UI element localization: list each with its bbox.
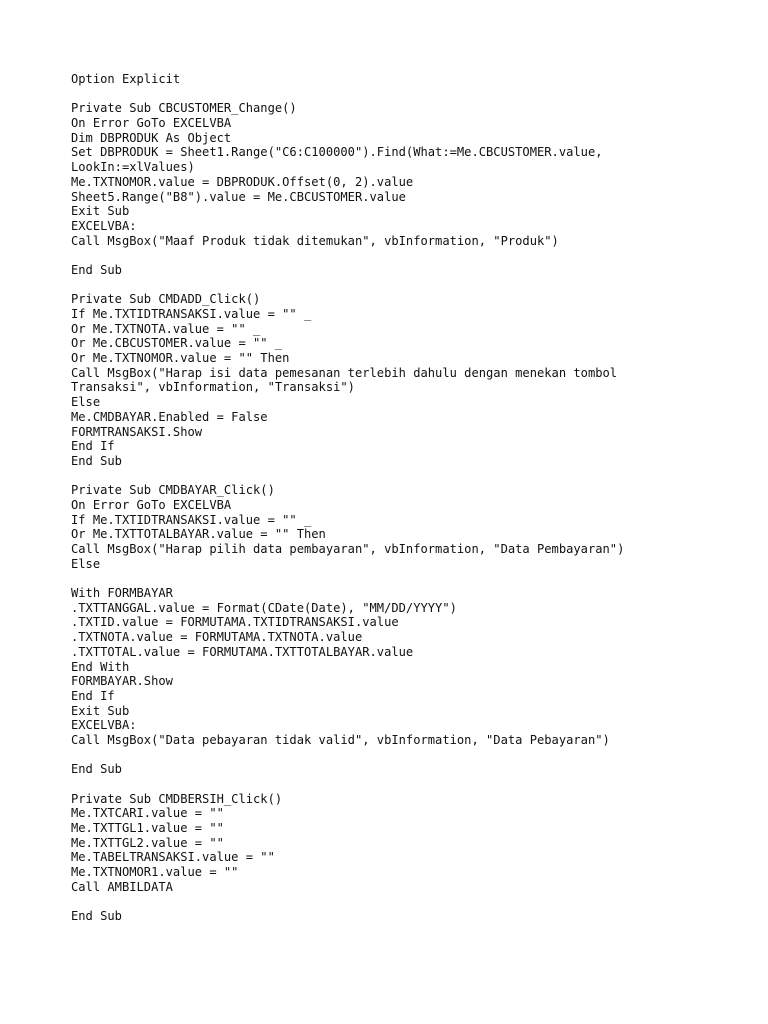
blank-line [71,87,761,102]
blank-line [71,469,761,484]
code-line: Sheet5.Range("B8").value = Me.CBCUSTOMER.value [71,189,406,204]
code-line: Me.TABELTRANSAKSI.value = "" [71,850,275,865]
code-line: End Sub [71,909,122,924]
code-line: Call MsgBox("Data pebayaran tidak valid", vbInformation, "Data Pebayaran") [71,732,610,747]
code-line: Dim DBPRODUK As Object [71,130,232,145]
code-line: .TXTTOTAL.value = FORMUTAMA.TXTTOTALBAYAR.value [71,644,414,659]
blank-line [71,748,761,763]
code-line: FORMBAYAR.Show [71,674,173,689]
code-line: Me.CMDBAYAR.Enabled = False [71,409,268,424]
code-line: Call AMBILDATA [71,879,173,894]
blank-line [71,571,761,586]
code-line: Private Sub CMDBERSIH_Click() [71,791,283,806]
blank-line [71,248,761,263]
code-line: Or Me.TXTNOTA.value = "" _ [71,321,261,336]
code-line: With FORMBAYAR [71,586,173,601]
blank-line [71,895,761,910]
code-line: Private Sub CMDADD_Click() [71,292,261,307]
code-line: Else [71,556,101,571]
blank-line [71,777,761,792]
code-line: FORMTRANSAKSI.Show [71,424,203,439]
code-line: On Error GoTo EXCELVBA [71,116,232,131]
code-line: Exit Sub [71,204,130,219]
code-line: End Sub [71,453,122,468]
code-line: Exit Sub [71,703,130,718]
code-line: .TXTID.value = FORMUTAMA.TXTIDTRANSAKSI.value [71,615,399,630]
code-line: Me.TXTCARI.value = "" [71,806,224,821]
code-line: End Sub [71,262,122,277]
code-document [71,72,761,924]
code-line: Option Explicit [71,72,181,86]
code-line: Or Me.TXTTOTALBAYAR.value = "" Then [71,527,326,542]
code-line: Set DBPRODUK = Sheet1.Range("C6:C100000").Find(What:=Me.CBCUSTOMER.value, [71,145,603,160]
code-line: Call MsgBox("Maaf Produk tidak ditemukan", vbInformation, "Produk") [71,233,559,248]
code-line: Me.TXTTGL1.value = "" [71,821,224,836]
code-line: .TXTTANGGAL.value = Format(CDate(Date), "MM/DD/YYYY") [71,600,457,615]
code-line: On Error GoTo EXCELVBA [71,497,232,512]
code-line: Or Me.TXTNOMOR.value = "" Then [71,351,290,366]
code-line: Me.TXTTGL2.value = "" [71,835,224,850]
code-line: Transaksi", vbInformation, "Transaksi") [71,380,355,395]
blank-line [71,278,761,293]
code-line: Or Me.CBCUSTOMER.value = "" _ [71,336,283,351]
code-line: If Me.TXTIDTRANSAKSI.value = "" _ [71,307,312,321]
code-line: Private Sub CMDBAYAR_Click() [71,483,275,498]
code-line: LookIn:=xlValues) [71,160,195,175]
code-line: Call MsgBox("Harap isi data pemesanan terlebih dahulu dengan menekan tombol [71,365,618,380]
code-line: Me.TXTNOMOR.value = DBPRODUK.Offset(0, 2).value [71,174,414,189]
code-line: EXCELVBA: [71,218,137,233]
code-line: End If [71,688,115,703]
code-line: EXCELVBA: [71,718,137,733]
code-line: Me.TXTNOMOR1.value = "" [71,865,239,880]
code-line: End Sub [71,762,122,777]
code-line: End With [71,659,130,674]
code-line: Call MsgBox("Harap pilih data pembayaran", vbInformation, "Data Pembayaran") [71,542,625,556]
code-line: Private Sub CBCUSTOMER_Change() [71,101,297,116]
code-line: .TXTNOTA.value = FORMUTAMA.TXTNOTA.value [71,630,363,645]
code-line: End If [71,439,115,454]
code-line: If Me.TXTIDTRANSAKSI.value = "" _ [71,512,312,527]
code-line: Else [71,395,101,410]
